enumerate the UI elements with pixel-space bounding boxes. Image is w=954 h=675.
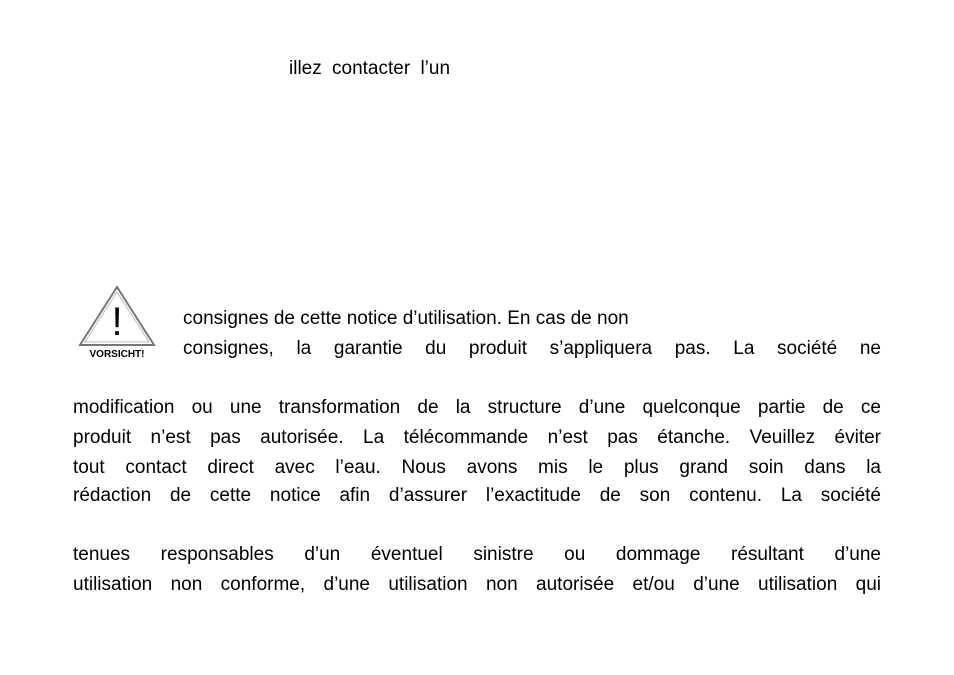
indent-line-2: consignes, la garantie du produit s’appliquera pas. La société ne (183, 338, 881, 359)
warning-exclamation-mark: ! (111, 300, 123, 344)
paragraph-b-line-1: tenues responsables d’un éventuel sinistre ou dommage résultant d’une (73, 544, 881, 565)
warning-triangle-icon (77, 283, 157, 363)
warning-label: VORSICHT! (89, 349, 145, 360)
paragraph-a-line-3: tout contact direct avec l’eau. Nous avons mis le plus grand soin dans la (73, 457, 881, 478)
text-fragment-top: illez contacter l’un (289, 58, 451, 79)
paragraph-a-line-4: rédaction de cette notice afin d’assurer l’exactitude de son contenu. La société (73, 485, 881, 506)
paragraph-a-line-1: modification ou une transformation de la structure d’une quelconque partie de ce (73, 397, 881, 418)
paragraph-b-line-2: utilisation non conforme, d’une utilisation non autorisée et/ou d’une utilisation qui (73, 574, 881, 595)
paragraph-a-line-2: produit n’est pas autorisée. La télécommande n’est pas étanche. Veuillez éviter (73, 427, 881, 448)
warning-triangle-graphic (77, 283, 157, 363)
indent-line-1: consignes de cette notice d’utilisation. En cas de non (183, 308, 629, 329)
